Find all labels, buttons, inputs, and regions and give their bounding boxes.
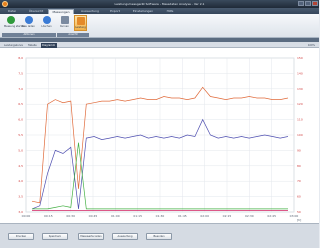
zoom-value: 100% — [307, 44, 315, 47]
y-tick-left: 5,5 — [18, 133, 23, 137]
tab-datei[interactable]: Datei — [7, 9, 16, 13]
curves-button[interactable]: Kurven — [58, 15, 71, 31]
start-measurement-button[interactable]: Messung starten — [4, 15, 17, 31]
tab-diagram[interactable]: Diagramm — [42, 44, 56, 47]
x-unit-label: [h] — [297, 218, 302, 222]
tab-messungen[interactable]: Messungen — [48, 9, 74, 14]
evaluation-button[interactable]: Auswertung — [112, 233, 138, 240]
tab-hilfe[interactable]: Hilfe — [166, 9, 174, 13]
y-tick-left: 3,0 — [18, 210, 23, 214]
y-tick-right: 100 — [297, 133, 303, 137]
exit-button[interactable]: Beenden — [146, 233, 172, 240]
tab-power-curve[interactable]: Leistungskurve — [4, 44, 23, 47]
button-bar — [0, 224, 319, 248]
y-tick-left: 4,5 — [18, 163, 23, 168]
delete-button[interactable]: Löschen — [40, 15, 53, 31]
tab-table[interactable]: Tabelle — [28, 44, 37, 47]
line-chart — [0, 48, 319, 224]
ribbon — [0, 14, 319, 38]
tab-uebersicht[interactable]: Übersicht — [28, 9, 44, 13]
y-tick-right: 140 — [297, 71, 303, 76]
y-tick-right: 120 — [297, 102, 303, 107]
window-titlebar — [0, 0, 319, 8]
y-tick-left: 7,5 — [18, 71, 23, 76]
y-tick-right: 110 — [297, 117, 303, 122]
x-tick: 00:15 — [44, 214, 53, 218]
x-tick: 01:30 — [155, 214, 165, 218]
y-tick-right: 130 — [297, 86, 303, 91]
tab-export[interactable]: Export — [110, 9, 120, 13]
graph-icon — [77, 17, 85, 25]
x-tick: 02:00 — [200, 214, 209, 218]
y-tick-left: 3,5 — [18, 194, 23, 199]
maximize-button[interactable] — [305, 1, 311, 6]
y-tick-left: 4,0 — [18, 179, 23, 184]
y-tick-left: 8,0 — [18, 56, 23, 60]
y-tick-right: 60 — [297, 194, 301, 199]
power-graph-button[interactable]: Leistung — [74, 15, 87, 31]
tab-einstellungen[interactable]: Einstellungen — [132, 9, 154, 13]
y-tick-left: 5,0 — [18, 148, 23, 153]
x-tick: 03:00 — [289, 214, 299, 218]
print-button[interactable]: Drucken — [8, 233, 34, 240]
refresh-icon — [25, 16, 33, 24]
ribbon-group-view: Ansicht — [57, 33, 89, 37]
y-tick-left: 7,0 — [18, 86, 23, 91]
x-tick: 00:30 — [66, 214, 75, 218]
x-tick: 02:45 — [267, 214, 276, 218]
chart-icon — [61, 16, 69, 24]
chart-panel — [0, 48, 319, 224]
save-button[interactable]: Speichern — [42, 233, 68, 240]
y-tick-right: 50 — [297, 210, 301, 214]
x-tick: 01:15 — [133, 214, 142, 218]
y-tick-right: 80 — [297, 163, 301, 168]
x-tick: 02:30 — [245, 214, 254, 218]
x-tick: 01:45 — [178, 214, 187, 218]
x-tick: 00:45 — [88, 214, 98, 218]
delete-icon — [43, 16, 51, 24]
load-data-button[interactable]: Messwerte laden — [78, 233, 104, 240]
x-tick: 02:15 — [222, 214, 232, 218]
y-tick-right: 90 — [297, 148, 301, 153]
ribbon-group-actions: Aktionen — [2, 33, 56, 37]
close-button[interactable] — [312, 1, 318, 6]
y-tick-right: 70 — [297, 179, 301, 184]
x-tick: 00:00 — [21, 214, 31, 218]
window-title: Leistungsmessgerät Software - Messdaten Analyse - Ver 2.1 — [114, 2, 205, 6]
minimize-button[interactable] — [298, 1, 304, 6]
y-tick-left: 6,5 — [18, 102, 23, 107]
y-tick-left: 6,0 — [18, 117, 23, 122]
plus-icon — [7, 16, 15, 24]
x-tick: 01:00 — [111, 214, 120, 218]
reload-button[interactable]: Neu laden — [22, 15, 35, 31]
y-tick-right: 150 — [297, 56, 303, 60]
tab-auswertung[interactable]: Auswertung — [81, 9, 99, 13]
